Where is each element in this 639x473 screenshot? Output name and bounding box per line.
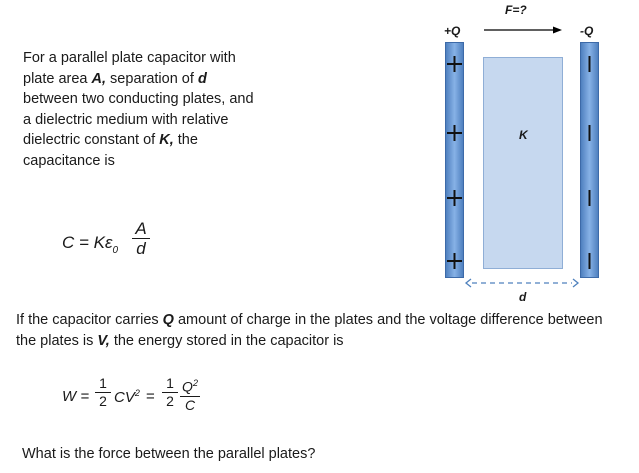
text-run: the capacitance is: [23, 132, 198, 169]
text-run: For a parallel plate capacitor with plate area: [23, 50, 236, 87]
emphasis-text: K,: [159, 132, 174, 148]
positive-charge-label: +Q: [444, 24, 461, 38]
force-arrow-icon: [484, 27, 562, 34]
half-fraction-2: 1 2: [162, 376, 178, 409]
q-squared-over-c: $Q^2$ C: [180, 376, 200, 413]
emphasis-text: V,: [97, 332, 110, 349]
capacitance-lhs: $C = K\varepsilon_0$: [62, 233, 119, 256]
plus-signs: [447, 56, 462, 269]
text-run: between two conducting plates, and a dielectric medium with relative dielectric constant of: [23, 91, 254, 148]
emphasis-text: d: [197, 70, 207, 87]
separation-label: d: [519, 290, 527, 304]
emphasis-text: A,: [91, 70, 107, 87]
separation-arrow-icon: [466, 279, 578, 287]
fraction-denominator: d: [136, 239, 146, 258]
text-run: the energy stored in the capacitor is: [109, 332, 344, 349]
emphasis-text: Q: [162, 312, 174, 328]
question-text: What is the force between the parallel plates?: [22, 446, 316, 462]
dielectric-constant-label: K: [519, 128, 528, 142]
text-run: If the capacitor carries: [16, 312, 163, 328]
cv-squared: $CV^2$: [114, 388, 140, 406]
negative-charge-label: -Q: [580, 24, 594, 38]
force-label: F=?: [505, 3, 527, 17]
equals-sign: =: [146, 388, 155, 405]
half-fraction-1: 1 2: [95, 376, 111, 409]
fraction-numerator: A: [135, 219, 147, 238]
energy-lhs: W =: [62, 388, 90, 405]
text-run: amount of charge in the plates and the voltage difference between the plates is: [16, 312, 603, 349]
text-run: separation of: [106, 70, 198, 87]
